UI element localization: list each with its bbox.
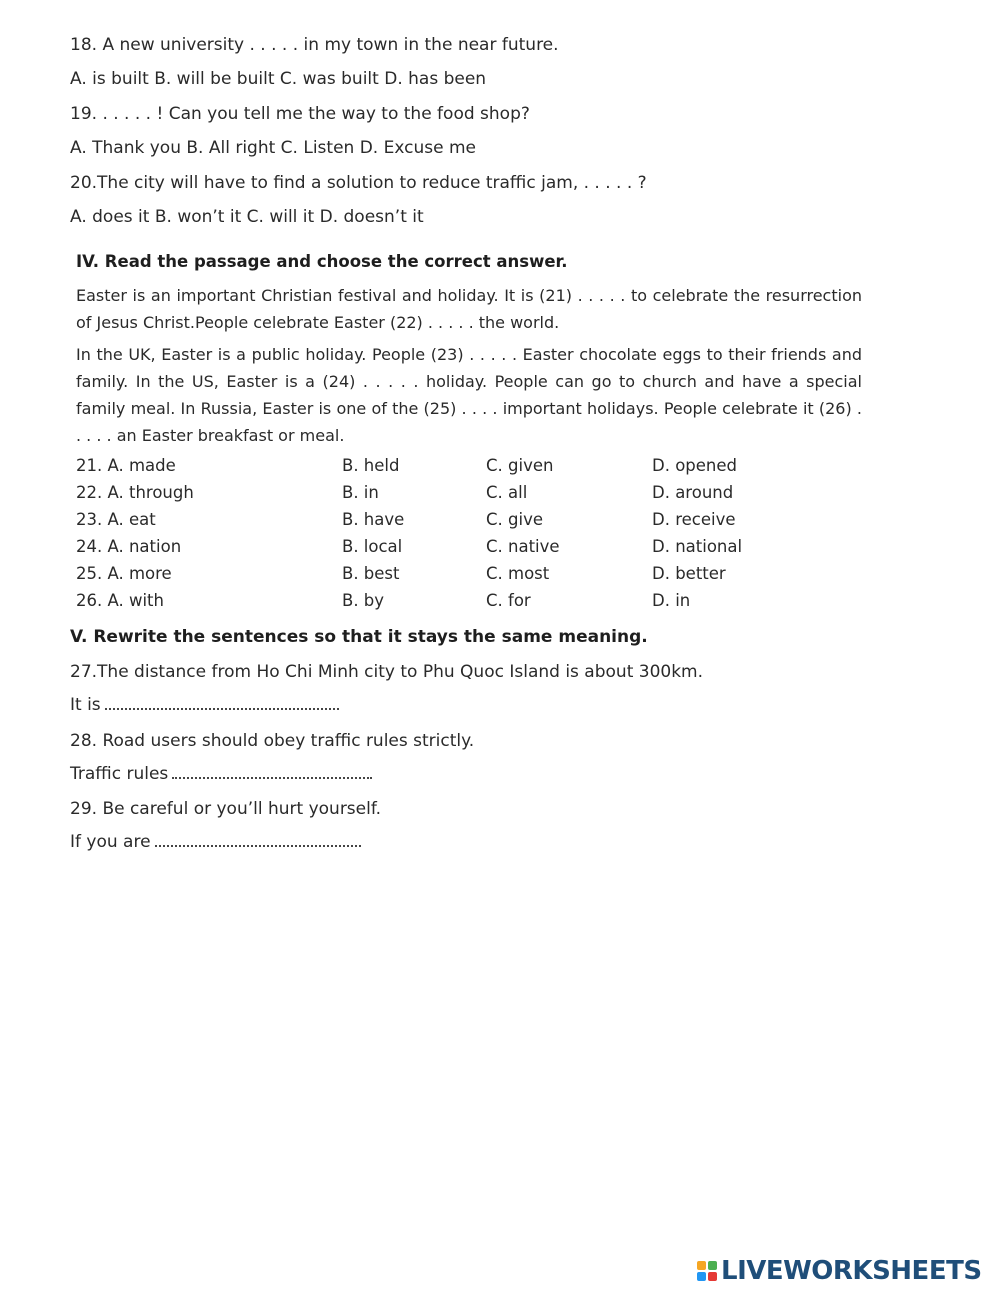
option-b[interactable]: B. have [342,510,405,529]
option-a[interactable]: 26. A. with [76,591,164,610]
option-d[interactable]: D. national [652,537,743,556]
option-b[interactable]: B. by [342,591,385,610]
logo-text: LIVEWORKSHEETS [721,1256,982,1286]
option-c[interactable]: C. all [486,483,528,502]
option-d[interactable]: D. in [652,591,691,610]
question-19: 19. . . . . . ! Can you tell me the way to the food shop? [70,104,530,124]
option-c[interactable]: C. given [486,456,554,475]
answer-input-28[interactable] [172,765,372,779]
options-row-21 [76,456,776,480]
option-a[interactable]: 21. A. made [76,456,176,475]
options-row-24 [76,537,776,561]
option-d[interactable]: D. receive [652,510,736,529]
option-d[interactable]: D. opened [652,456,737,475]
question-20-options: A. does it B. won’t it C. will it D. doesn’t it [70,207,424,227]
question-18-options: A. is built B. will be built C. was built D. has been [70,69,487,89]
answer-input-29[interactable] [155,833,361,847]
option-a[interactable]: 24. A. nation [76,537,182,556]
option-a[interactable]: 25. A. more [76,564,172,583]
option-b[interactable]: B. in [342,483,379,502]
section-5-heading: V. Rewrite the sentences so that it stays the same meaning. [70,627,648,647]
logo-blocks-icon [697,1261,717,1281]
answer-input-27[interactable] [105,696,339,710]
passage-paragraph-2: In the UK, Easter is a public holiday. People (23) . . . . . Easter chocolate eggs to their friends and family. In the US, Easter is a (24) . . . . . holiday. People can go to church and have a special family meal. In Russia, Easter is one of the (25) . . . . important holidays. People celebrate it (26) . . . . . an Easter breakfast or meal. [76,345,862,445]
liveworksheets-logo [697,1256,982,1286]
option-b[interactable]: B. best [342,564,400,583]
option-c[interactable]: C. give [486,510,543,529]
question-18: 18. A new university . . . . . in my town in the near future. [70,35,559,55]
option-b[interactable]: B. held [342,456,400,475]
options-row-26 [76,591,776,615]
option-b[interactable]: B. local [342,537,403,556]
answer-line-29 [70,832,361,852]
answer-line-27 [70,695,339,715]
option-c[interactable]: C. most [486,564,550,583]
question-20: 20.The city will have to find a solution to reduce traffic jam, . . . . . ? [70,173,647,193]
options-row-25 [76,564,776,588]
option-d[interactable]: D. around [652,483,734,502]
answer-start-27: It is [70,695,101,715]
answer-start-28: Traffic rules [70,764,169,784]
option-a[interactable]: 23. A. eat [76,510,156,529]
answer-start-29: If you are [70,832,151,852]
question-29: 29. Be careful or you’ll hurt yourself. [70,799,381,819]
option-a[interactable]: 22. A. through [76,483,194,502]
option-c[interactable]: C. native [486,537,560,556]
options-row-22 [76,483,776,507]
option-c[interactable]: C. for [486,591,531,610]
options-row-23 [76,510,776,534]
option-d[interactable]: D. better [652,564,726,583]
question-28: 28. Road users should obey traffic rules strictly. [70,731,475,751]
passage-paragraph-1: Easter is an important Christian festival and holiday. It is (21) . . . . . to celebrate the resurrection of Jesus Christ.People celebrate Easter (22) . . . . . the world. [76,286,862,332]
question-19-options: A. Thank you B. All right C. Listen D. Excuse me [70,138,476,158]
section-4-heading: IV. Read the passage and choose the correct answer. [76,252,568,271]
question-27: 27.The distance from Ho Chi Minh city to Phu Quoc Island is about 300km. [70,662,704,682]
answer-line-28 [70,764,372,784]
